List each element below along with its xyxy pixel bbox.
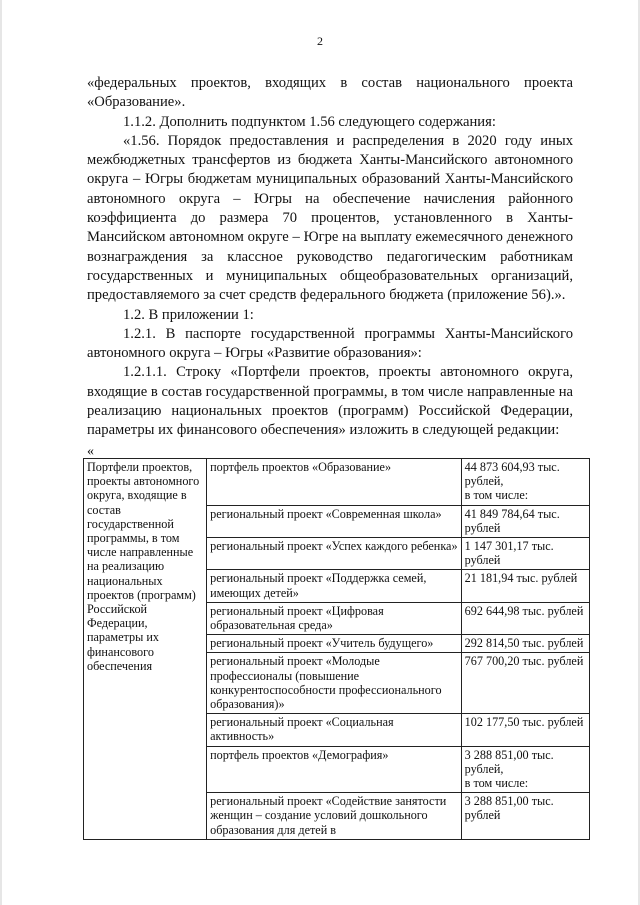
body-text bbox=[87, 74, 573, 441]
row-header-cell: Портфели проектов, проекты автономного округа, входящие в состав государственной программы, в том числе направленные на реализацию национальных проектов (программ) Российской Федерации, параметры их финансового обеспечения bbox=[84, 459, 207, 840]
project-name-cell: региональный проект «Современная школа» bbox=[207, 505, 462, 537]
project-name-cell: портфель проектов «Образование» bbox=[207, 459, 462, 506]
amount-cell: 41 849 784,64 тыс. рублей bbox=[461, 505, 589, 537]
amount-cell: 21 181,94 тыс. рублей bbox=[461, 570, 589, 602]
amount-cell: 292 814,50 тыс. рублей bbox=[461, 635, 589, 653]
table-row bbox=[84, 459, 590, 506]
project-name-cell: портфель проектов «Демография» bbox=[207, 746, 462, 793]
project-name-cell: региональный проект «Молодые профессионалы (повышение конкурентоспособности профессионального образования)» bbox=[207, 653, 462, 714]
paragraph-6: 1.2.1.1. Строку «Портфели проектов, проекты автономного округа, входящие в состав государственной программы, в том числе направленные на реализацию национальных проектов (программ) Российской Федерации, параметры их финансового обеспечения» изложить в следующей редакции: bbox=[87, 364, 573, 439]
project-name-cell: региональный проект «Содействие занятости женщин – создание условий дошкольного образования для детей в bbox=[207, 793, 462, 840]
paragraph-5: 1.2.1. В паспорте государственной программы Ханты-Мансийского автономного округа – Югры «Развитие образования»: bbox=[87, 325, 573, 362]
paragraph-2: 1.1.2. Дополнить подпунктом 1.56 следующего содержания: bbox=[123, 113, 496, 130]
amount-cell: 1 147 301,17 тыс. рублей bbox=[461, 538, 589, 570]
open-quote: « bbox=[87, 444, 94, 459]
page-number: 2 bbox=[317, 34, 323, 48]
paragraph-4: 1.2. В приложении 1: bbox=[123, 306, 254, 323]
project-name-cell: региональный проект «Поддержка семей, имеющих детей» bbox=[207, 570, 462, 602]
amount-cell: 767 700,20 тыс. рублей bbox=[461, 653, 589, 714]
paragraph-3: «1.56. Порядок предоставления и распределения в 2020 году иных межбюджетных трансфертов из бюджета Ханты-Мансийского автономного округа – Югры бюджетам муниципальных образований Ханты-Мансийского автономного округа – Югры на обеспечение начисления районного коэффициента до размера 70 процентов, установленного в Ханты-Мансийском автономном округе – Югре на выплату ежемесячного денежного вознаграждения за классное руководство педагогическим работникам государственных и муниципальных общеобразовательных организаций, предоставляемого за счет средств федерального бюджета (приложение 56).». bbox=[87, 132, 573, 304]
amount-cell: 44 873 604,93 тыс. рублей, в том числе: bbox=[461, 459, 589, 506]
project-name-cell: региональный проект «Учитель будущего» bbox=[207, 635, 462, 653]
program-table bbox=[83, 458, 590, 840]
amount-cell: 102 177,50 тыс. рублей bbox=[461, 714, 589, 746]
amount-cell: 3 288 851,00 тыс. рублей bbox=[461, 793, 589, 840]
project-name-cell: региональный проект «Успех каждого ребенка» bbox=[207, 538, 462, 570]
project-name-cell: региональный проект «Цифровая образовательная среда» bbox=[207, 602, 462, 634]
project-name-cell: региональный проект «Социальная активность» bbox=[207, 714, 462, 746]
amount-cell: 692 644,98 тыс. рублей bbox=[461, 602, 589, 634]
scan-edge-left bbox=[0, 0, 2, 905]
paragraph-1: «федеральных проектов, входящих в состав национального проекта «Образование». bbox=[87, 75, 573, 111]
amount-cell: 3 288 851,00 тыс. рублей, в том числе: bbox=[461, 746, 589, 793]
